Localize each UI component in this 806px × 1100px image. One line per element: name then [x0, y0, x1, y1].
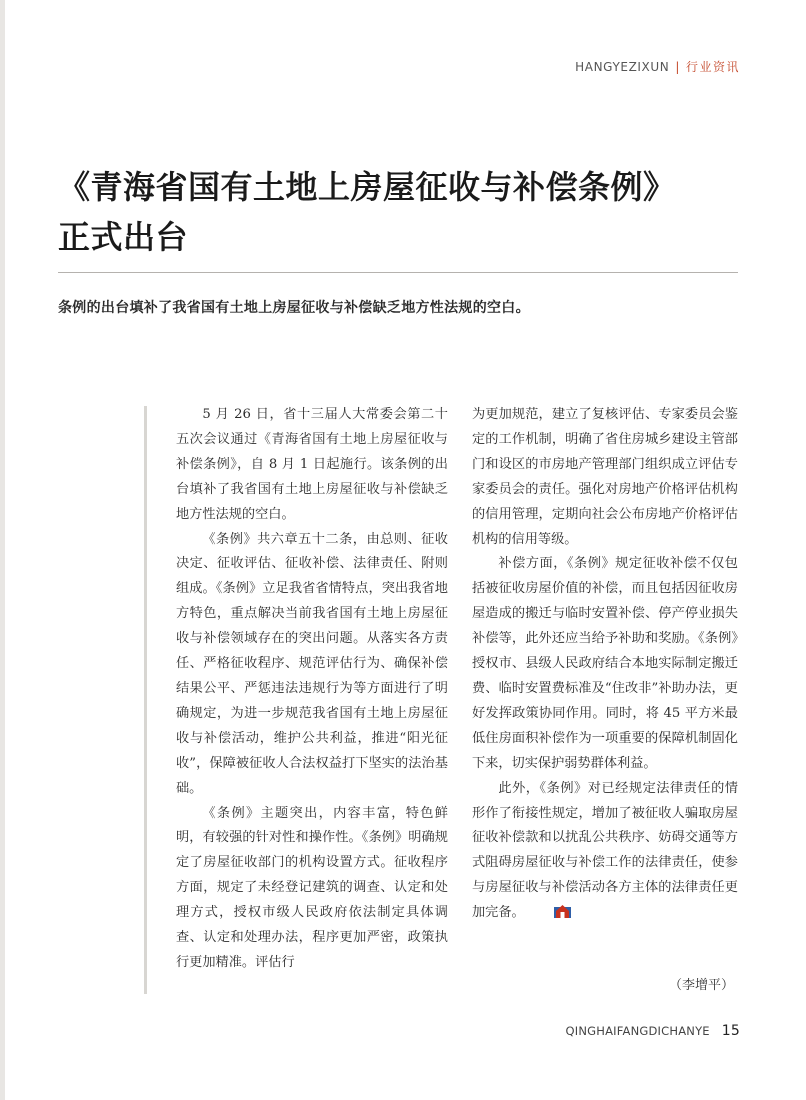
section-header — [575, 58, 740, 75]
section-category: 行业资讯 — [685, 60, 740, 74]
page-edge — [0, 0, 5, 1100]
article-title — [58, 162, 758, 262]
paragraph-final-text: 此外，《条例》对已经规定法律责任的情形作了衔接性规定，增加了被征收人骗取房屋征收补偿款和以扰乱公共秩序、妨碍交通等方式阻碍房屋征收与补偿工作的法律责任，使参与房屋征收与补偿活动各方主体的法律责任更加完备。 — [472, 780, 738, 921]
column-accent-bar — [144, 406, 147, 994]
page-footer — [565, 1023, 740, 1039]
article-title-line-2: 正式出台 — [58, 218, 189, 256]
author-credit: （李增平） — [668, 978, 734, 993]
body-column-left — [176, 403, 448, 976]
paragraph: 5 月 26 日，省十三届人大常委会第二十五次会议通过《青海省国有土地上房屋征收与补偿条例》，自 8 月 1 日起施行。该条例的出台填补了我省国有土地上房屋征收与补偿缺乏地方性法规的空白。 — [176, 407, 448, 522]
article-title-line-1: 《青海省国有土地上房屋征收与补偿条例》 — [58, 168, 676, 206]
paragraph-continued: 为更加规范，建立了复核评估、专家委员会鉴定的工作机制，明确了省住房城乡建设主管部门和设区的市房地产管理部门组织成立评估专家委员会的责任。强化对房地产价格评估机构的信用管理，定期向社会公布房地产价格评估机构的信用等级。 — [472, 407, 738, 547]
section-separator: | — [675, 60, 680, 74]
paragraph: 补偿方面，《条例》规定征收补偿不仅包括被征收房屋价值的补偿，而且包括因征收房屋造成的搬迁与临时安置补偿、停产停业损失补偿等，此外还应当给予补助和奖励。《条例》授权市、县级人民政府结合本地实际制定搬迁费、临时安置费标准及“住改非”补助办法，更好发挥政策协同作用。同时，将 45 平方米最低住房面积补偿作为一项重要的保障机制固化下来，切实保护弱势群体利益。 — [472, 556, 738, 771]
magazine-logo-icon — [528, 903, 545, 918]
title-divider — [58, 272, 738, 273]
body-column-right — [472, 403, 738, 926]
section-pinyin: HANGYEZIXUN — [575, 60, 670, 74]
magazine-name: QINGHAIFANGDICHANYE — [565, 1024, 710, 1038]
article-lead: 条例的出台填补了我省国有土地上房屋征收与补偿缺乏地方性法规的空白。 — [58, 300, 530, 316]
paragraph-final — [472, 777, 738, 926]
paragraph: 《条例》共六章五十二条，由总则、征收决定、征收评估、征收补偿、法律责任、附则组成。《条例》立足我省省情特点，突出我省地方特色，重点解决当前我省国有土地上房屋征收与补偿领域存在的突出问题。从落实各方责任、严格征收程序、规范评估行为、确保补偿结果公平、严惩违法违规行为等方面进行了明确规定，为进一步规范我省国有土地上房屋征收与补偿活动，维护公共利益，推进“阳光征收”，保障被征收人合法权益打下坚实的法治基础。 — [176, 531, 448, 796]
paragraph: 《条例》主题突出，内容丰富，特色鲜明，有较强的针对性和操作性。《条例》明确规定了房屋征收部门的机构设置方式。征收程序方面，规定了未经登记建筑的调查、认定和处理方式，授权市级人民政府依法制定具体调查、认定和处理办法，程序更加严密，政策执行更加精准。评估行 — [176, 805, 448, 970]
page-number: 15 — [721, 1023, 740, 1039]
